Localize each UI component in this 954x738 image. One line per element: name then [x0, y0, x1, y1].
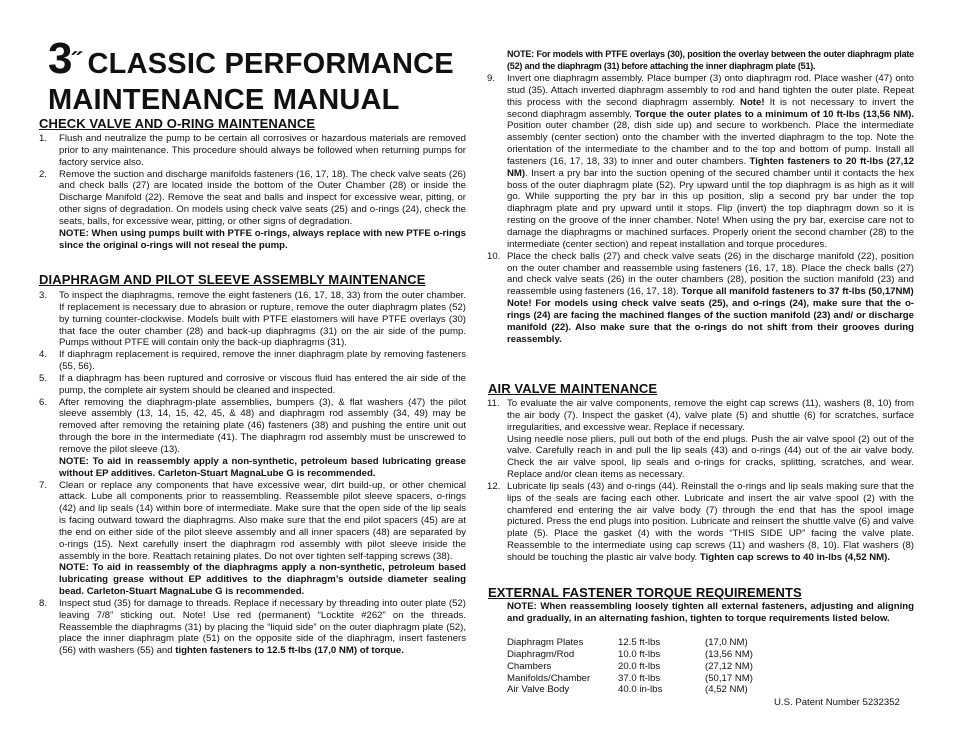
ptfe-overlay-note: NOTE: For models with PTFE overlays (30), position the overlay between the outer diaphragm plate (52) and the diaphragm (31) before attaching the inner diaphragm plate (51). — [507, 49, 914, 71]
list-item: 10. Place the check balls (27) and check valve seats (26) in the discharge manifold (22), position on the outer chamber and reassemble using fasteners (16, 17, 18). Place the check balls (27) and check valve seats (26) in the outer chambers (28), position the suction manifold (23) and reassemble using fasteners (16, 17, 18). Torque all manifold fasteners to 37 ft-lbs (50,17NM) — [487, 250, 914, 298]
diaphragm-heading: DIAPHRAGM AND PILOT SLEEVE ASSEMBLY MAINTENANCE — [39, 272, 426, 287]
torque-heading: EXTERNAL FASTENER TORQUE REQUIREMENTS — [488, 585, 802, 600]
table-row: Diaphragm Plates 12.5 ft-lbs (17,0 NM) — [507, 637, 748, 648]
table-row: Diaphragm/Rod 10.0 ft-lbs (13,56 NM) — [507, 648, 753, 660]
torque-note: NOTE: When reassembling loosely tighten all external fasteners, adjusting and aligning and gradually, in an alternating fashion, tighten to torque requirements listed below. — [507, 601, 914, 624]
torque-table — [507, 637, 753, 696]
air-valve-heading: AIR VALVE MAINTENANCE — [488, 381, 658, 396]
list-item: 3. To inspect the diaphragms, remove the eight fasteners (16, 17, 18, 33) from the outer chamber. If replacement is necessary due to abrasion or rupture, remove the outer diaphragm plates (52) by turning counter-clockwise. Models built with PTFE elastomers will have PTFE overlays (30) that face the outer chamber (28) and back-up diaphragms (31) on the air side of the pump. Pumps without PTFE will contain only the back-up diaphragms (31). — [39, 290, 466, 349]
title-line-2: MAINTENANCE MANUAL — [48, 84, 400, 116]
list-item: 12. Lubricate lip seals (43) and o-rings (44). Reinstall the o-rings and lip seals making sure that the lips of the seals are facing each other. Lubricate and insert the air valve spool (2) with the chamfered end entering the air valve body (7) through the end that has the spool image pictured. Press the end plugs into position. Lubricate and reinsert the shuttle valve (6) and valve plate (5). Place the gasket (4) with the words “THIS SIDE UP” facing the valve plate. Reassemble to the intermediate using cap screws (11) and washers (8, 10). Flat washers (8) should be touching the plastic air valve body. Tighten cap screws to 40 in-lbs (4,52 NM). — [487, 480, 914, 563]
check-valve-heading: CHECK VALVE AND O-RING MAINTENANCE — [39, 116, 316, 131]
title-line-1: CLASSIC PERFORMANCE — [87, 48, 454, 80]
list-item: 6. After removing the diaphragm-plate assemblies, bumpers (3), & flat washers (47) the pilot sleeve assembly (13, 14, 15, 42, 45, & 48) and diaphragm rod assembly (34, 49) may be removed after removing the retaining plate (46) fasteners (38) and pushing the entire unit out through the bore in the intermediate (41). The diaphragm rod assembly must be unscrewed to remove the pilot sleeve (13). — [39, 396, 466, 455]
list-item-note: NOTE: To aid in reassembly apply a non-synthetic, petroleum based lubricating grease without EP additives. Carleton-Stuart MagnaLube G is recommended. — [59, 455, 466, 479]
list-item: 2. Remove the suction and discharge manifolds fasteners (16, 17, 18). The check valve seats (26) and check balls (27) are located inside the bottom of the Outer Chamber (28) or inside the Discharge Manifold (22). Remove the seat and balls and inspect for excessive wear, pitting, or other signs of degradation. On models using check valve seats (25) and o-rings (24), check the seats, balls, for excessive wear, pitting, or other signs of degradation. — [39, 168, 466, 227]
list-item: 1. Flush and neutralize the pump to be certain all corrosives or hazardous materials are removed prior to any maintenance. This procedure should always be followed when returning pumps for factory service also. — [39, 133, 466, 168]
diaphragm-section — [39, 290, 466, 657]
reassembly-section — [487, 73, 914, 345]
list-item: Using needle nose pliers, pull out both of the end plugs. Push the air valve spool (2) out of the valve. Carefully reach in and pull the lip seals (43) and o-rings (44) out of the air valve body. Check the air valve spool, lip seals and o-rings for cracks, splitting, scratches, and wear. Replace and/or clean items as necessary. — [507, 433, 914, 481]
table-row: Chambers 20.0 ft-lbs (27,12 NM) — [507, 660, 753, 672]
title-prime: ˝ — [72, 46, 82, 76]
list-item: 11. To evaluate the air valve components, remove the eight cap screws (11), washers (8, 10) from the air body (7). Inspect the gasket (4), valve plate (5) and shuttle (6) for scratches, surface irregularities, and excessive wear. Replace if necessary. — [487, 398, 914, 433]
air-valve-section — [487, 398, 914, 564]
list-item: 9. Invert one diaphragm assembly. Place bumper (3) onto diaphragm rod. Place washer (47) onto stud (35). Attach inverted diaphragm assembly to rod and hand tighten the outer plate. Repeat this process with the second diaphragm assembly. Note! It is not necessary to invert the second diaphragm assembly. Torque the outer plates to a minimum of 10 ft-lbs (13,56 NM). Position outer chamber (28, dish side up) and secure to workbench. Place the intermediate assembly (center section) onto the chamber with the inverted diaphragm to the top. Note the orientation of the intermediate to the chamber and to the top and bottom of pump. Install all fasteners (16, 17, 18, 33) to inner and outer chambers. Tighten fasteners to 20 ft-lbs (27,12 NM). Insert a pry bar into the suction opening of the secured chamber until it contacts the hex boss of the outer diaphragm plate (52). Pry upward until the top diaphragm is as high as it will go. While supporting the pry bar in this up position, slip a second pry bar under the top diaphragm plate and pry upward until it stops. Flip (invert) the top diaphragm down so it is resting on the groove of the inner chamber. Note! When using the pry bar, exercise care not to damage the diaphragms or machined surfaces. Properly orient the second chamber (28) to the intermediate (center section) and repeat installation and torque procedures. — [487, 73, 915, 250]
check-valve-section — [39, 133, 466, 251]
page-title — [48, 34, 468, 119]
table-row: Air Valve Body 40.0 in-lbs (4,52 NM) — [507, 684, 748, 696]
list-item-note: NOTE: When using pumps built with PTFE o-rings, always replace with new PTFE o-rings since the original o-rings will not reseal the pump. — [59, 227, 466, 251]
list-item-note: NOTE: To aid in reassembly of the diaphragms apply a non-synthetic, petroleum based lubricating grease without EP additives to the diaphragm’s outside diameter sealing bead. Carleton-Stuart MagnaLube G is recommended. — [59, 562, 466, 598]
list-item: 4. If diaphragm replacement is required, remove the inner diaphragm plate by removing fasteners (55, 56). — [39, 349, 466, 373]
table-row: Manifolds/Chamber 37.0 ft-lbs (50,17 NM) — [507, 672, 753, 684]
list-item: 7. Clean or replace any components that have excessive wear, dirt build-up, or other chemical attack. Lube all components prior to reassembling. Reassemble pilot sleeve spacers, o-rings (42) and lip seals (14) within bore of intermediate. Make sure that the open side of the lip seals is facing outward toward the diaphragms. Also make sure that the end pilot spacers (45) are at the end on either side of the pilot sleeve assembly and all inner spacers (48) are separated by o-rings (15). Next carefully insert the diaphragm rod assembly with pilot sleeve inside the assembly in the bore. Reattach retaining plates. Do not over tighten self-tapping screws (38). — [39, 479, 466, 562]
list-item: 8. Inspect stud (35) for damage to threads. Replace if necessary by threading into outer plate (52) leaving 7/8” sticking out. Note! Use red (permanent) “Locktite #262” on the threads. Reassemble the diaphragms (31) by placing the “liquid side” on the outer diaphragm plate (52), place the inner diaphragm plate (51) on the opposite side of the diaphragm, insert fasteners (56) with washers (55) and tighten fasteners to 12.5 ft-lbs (17,0 NM) of torque. — [39, 597, 466, 657]
patent-number: U.S. Patent Number 5232352 — [774, 697, 900, 708]
list-item: 5. If a diaphragm has been ruptured and corrosive or viscous fluid has entered the air side of the pump, the complete air system should be cleaned and inspected. — [39, 372, 466, 396]
list-item-note: Note! For models using check valve seats (25), and o-rings (24), make sure that the o-rings (24) are facing the machined flanges of the suction manifold (23) and/ or discharge manifold (22). Also make sure that the o-rings do not shift from their grooves during reassembly. — [507, 298, 914, 345]
title-number: 3 — [48, 34, 73, 83]
